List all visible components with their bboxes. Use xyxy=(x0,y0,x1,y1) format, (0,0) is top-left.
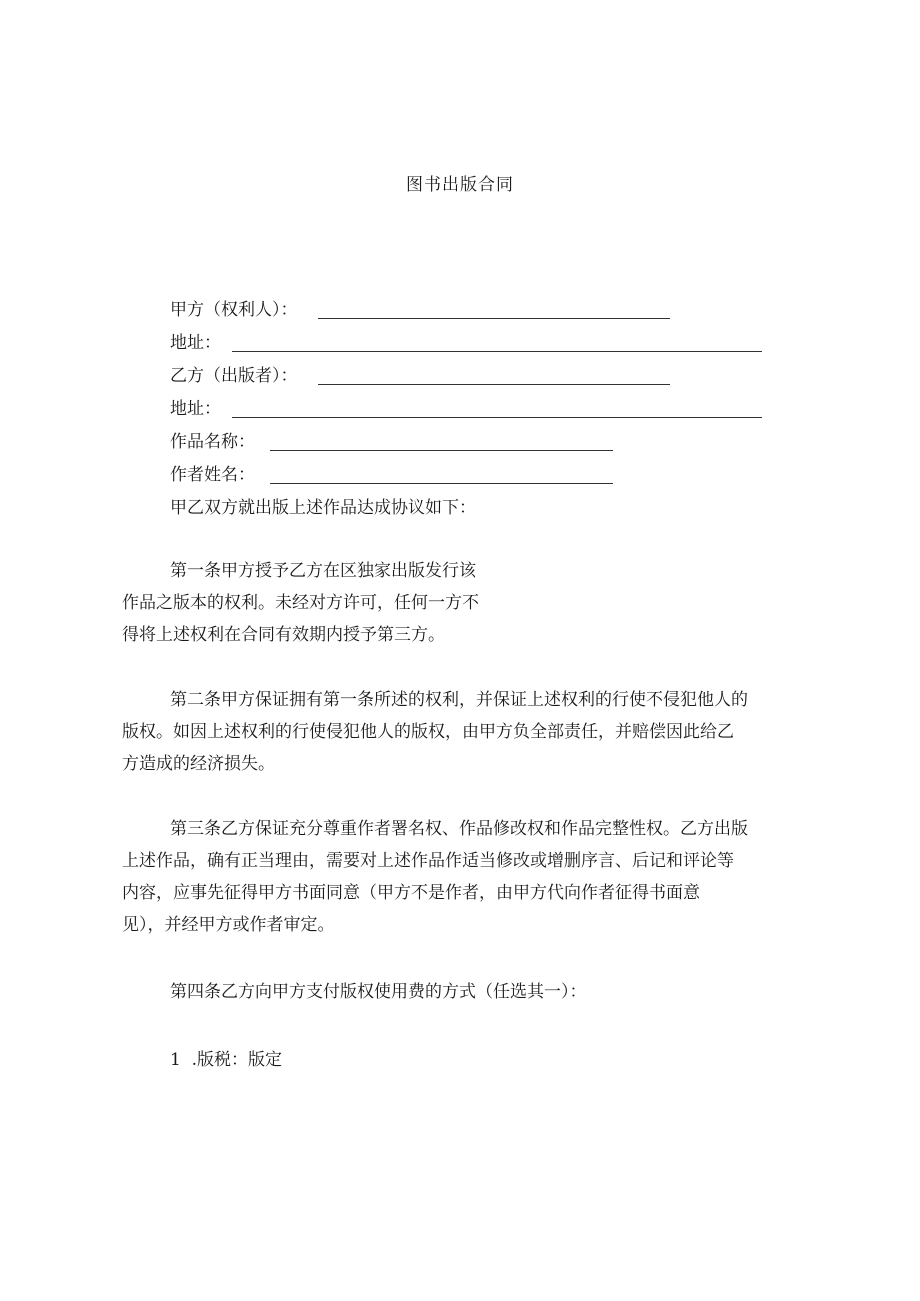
work-name-input[interactable] xyxy=(270,450,613,451)
party-a-label: 甲方（权利人）： xyxy=(170,300,298,320)
party-a-field xyxy=(170,296,298,324)
article-3 xyxy=(122,813,748,941)
article-1-line-3: 得将上述权利在合同有效期内授予第三方。 xyxy=(122,625,445,645)
article-2-line-3: 方造成的经济损失。 xyxy=(122,754,275,774)
article-2 xyxy=(122,684,748,780)
article-4-line-1: 第四条乙方向甲方支付版权使用费的方式（任选其一）： xyxy=(170,982,587,1002)
party-a-input[interactable] xyxy=(318,318,670,319)
address-b-input[interactable] xyxy=(232,417,762,418)
work-name-label: 作品名称： xyxy=(170,432,255,452)
article-3-line-3: 内容，应事先征得甲方书面同意（甲方不是作者，由甲方代向作者征得书面意 xyxy=(122,883,700,903)
author-name-field xyxy=(170,461,255,489)
article-3-line-4: 见），并经甲方或作者审定。 xyxy=(122,915,335,935)
author-name-label: 作者姓名： xyxy=(170,465,255,485)
address-a-label: 地址： xyxy=(170,333,221,353)
address-a-input[interactable] xyxy=(232,351,762,352)
article-1-line-2: 作品之版本的权利。未经对方许可，任何一方不 xyxy=(122,593,479,613)
page-title: 图书出版合同 xyxy=(406,175,514,195)
address-b-field xyxy=(170,395,221,423)
intro-text: 甲乙双方就出版上述作品达成协议如下： xyxy=(170,498,476,518)
article-4 xyxy=(170,976,587,1008)
author-name-input[interactable] xyxy=(270,483,613,484)
article-3-line-2: 上述作品，确有正当理由，需要对上述作品作适当修改或增删序言、后记和评论等 xyxy=(122,851,734,871)
work-name-field xyxy=(170,428,255,456)
article-2-line-1: 第二条甲方保证拥有第一条所述的权利，并保证上述权利的行使不侵犯他人的 xyxy=(170,690,748,710)
article-3-line-1: 第三条乙方保证充分尊重作者署名权、作品修改权和作品完整性权。乙方出版 xyxy=(170,819,748,839)
address-b-label: 地址： xyxy=(170,399,221,419)
party-b-input[interactable] xyxy=(318,384,670,385)
item-1-royalty: 1 .版税：版定 xyxy=(170,1050,283,1070)
address-a-field xyxy=(170,329,221,357)
article-1-line-1: 第一条甲方授予乙方在区独家出版发行该 xyxy=(170,561,476,581)
party-b-field xyxy=(170,362,298,390)
article-1 xyxy=(122,555,479,651)
article-2-line-2: 版权。如因上述权利的行使侵犯他人的版权，由甲方负全部责任，并赔偿因此给乙 xyxy=(122,722,734,742)
party-b-label: 乙方（出版者）： xyxy=(170,366,298,386)
